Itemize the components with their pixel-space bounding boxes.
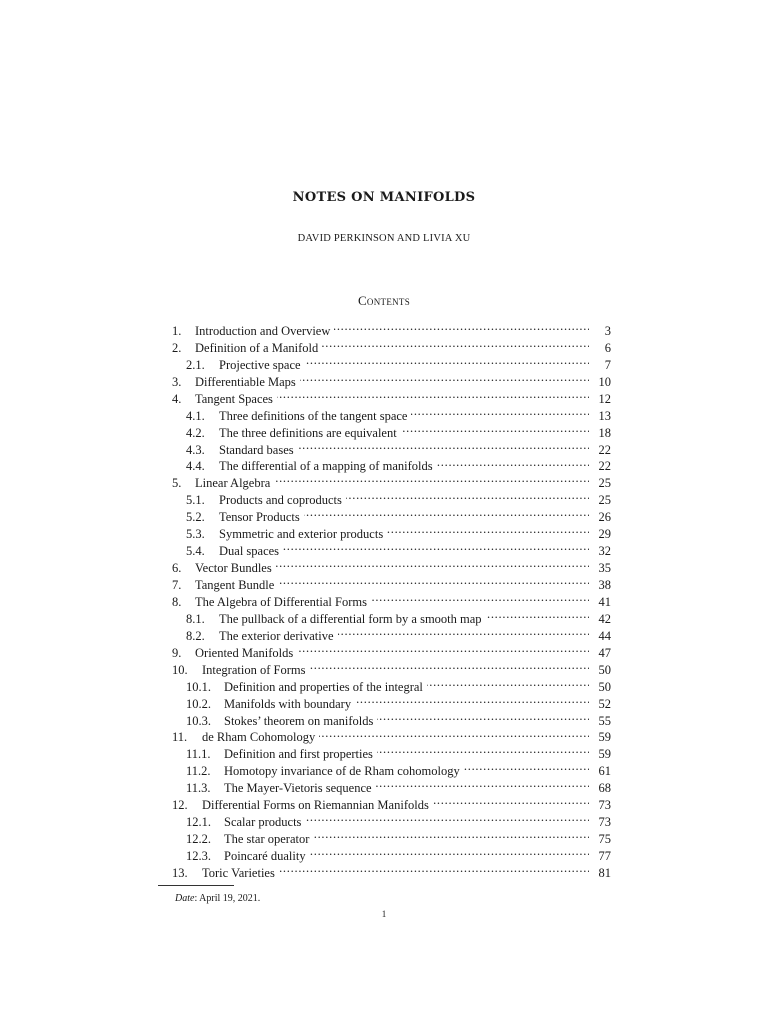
toc-entry-page: 68 (598, 781, 611, 796)
toc-entry-number: 4.4. (186, 459, 205, 474)
toc-dot-leader (346, 487, 589, 504)
toc-entry-number: 5. (172, 476, 182, 491)
toc-entry-page: 52 (598, 696, 611, 711)
toc-dot-leader (274, 470, 589, 487)
toc-entry-title: The star operator (224, 832, 310, 847)
toc-entry-page: 50 (598, 662, 611, 677)
toc-entry-page: 13 (598, 408, 611, 423)
toc-entry-title: Products and coproducts (219, 493, 342, 508)
toc-entry-title: The three definitions are equivalent (219, 425, 397, 440)
toc-entry-number: 5.4. (186, 544, 205, 559)
document-title: NOTES ON MANIFOLDS (292, 190, 476, 205)
toc-entry-title: The pullback of a differential form by a smooth map (219, 611, 482, 626)
toc-entry-title: Tangent Bundle (195, 578, 275, 592)
toc-entry-page: 77 (598, 849, 611, 863)
toc-dot-leader (310, 843, 589, 860)
toc-entry-number: 12.2. (186, 832, 211, 847)
toc-entry-page: 22 (598, 442, 611, 457)
toc-entry[interactable] (172, 318, 611, 338)
toc-dot-leader (304, 504, 589, 521)
toc-entry-page: 73 (598, 815, 611, 830)
toc-entry-title: de Rham Cohomology (202, 730, 316, 745)
toc-dot-leader (464, 758, 589, 775)
toc-dot-leader (279, 860, 589, 877)
toc-entry-number: 5.3. (186, 527, 205, 542)
toc-entry-number: 4.2. (186, 425, 205, 440)
toc-entry-page: 38 (598, 578, 611, 592)
toc-entry-title: Homotopy invariance of de Rham cohomology (224, 764, 460, 779)
toc-entry-number: 12.3. (186, 849, 211, 863)
toc-entry-title: The Mayer-Vietoris sequence (224, 781, 372, 796)
toc-dot-leader (300, 369, 589, 386)
toc-entry-number: 10.3. (186, 713, 211, 728)
toc-entry-number: 12. (172, 798, 188, 813)
toc-dot-leader (276, 555, 589, 572)
toc-entry-page: 59 (598, 730, 611, 745)
toc-entry-title: Vector Bundles (195, 561, 272, 576)
toc-entry-title: The Algebra of Differential Forms (195, 594, 367, 609)
toc-dot-leader (283, 538, 589, 555)
toc-dot-leader (437, 454, 589, 471)
contents-heading: Contents (357, 293, 411, 308)
toc-dot-leader (371, 589, 589, 606)
footnote-date (175, 893, 260, 904)
toc-entry-title: Definition and properties of the integral (224, 679, 423, 694)
toc-entry-page: 44 (598, 628, 611, 643)
toc-dot-leader (401, 420, 589, 437)
toc-entry-number: 4.3. (186, 442, 205, 457)
footnote-label: Date (175, 893, 195, 904)
toc-entry-title: Stokes’ theorem on manifolds (224, 713, 374, 728)
footnote-rule (158, 885, 234, 886)
footnote-text: : April 19, 2021. (194, 893, 261, 904)
toc-entry-title: Differentiable Maps (195, 374, 296, 389)
page-number: 1 (381, 909, 387, 919)
toc-entry-number: 3. (172, 374, 182, 389)
toc-entry-title: Tensor Products (219, 510, 300, 525)
toc-dot-leader (298, 437, 589, 454)
toc-entry-page: 50 (598, 679, 611, 694)
toc-dot-leader (305, 352, 589, 369)
toc-dot-leader (411, 403, 589, 420)
toc-dot-leader (319, 725, 589, 742)
toc-entry-number: 1. (172, 323, 182, 338)
toc-entry-page: 25 (598, 476, 611, 491)
toc-entry-number: 8.1. (186, 611, 205, 626)
toc-entry-page: 3 (604, 323, 611, 338)
toc-entry-title: Tangent Spaces (195, 391, 273, 406)
toc-entry-page: 32 (598, 544, 611, 559)
toc-dot-leader (277, 386, 589, 403)
toc-entry-page: 61 (598, 764, 611, 779)
toc-entry-title: Projective space (219, 357, 301, 372)
toc-entry-page: 18 (598, 425, 611, 440)
toc-entry-page: 73 (598, 798, 611, 813)
toc-entry-page: 55 (598, 713, 611, 728)
toc-entry-page: 22 (598, 459, 611, 474)
toc-dot-leader (334, 318, 589, 335)
toc-entry-title: Dual spaces (219, 544, 280, 559)
toc-entry-title: Definition of a Manifold (195, 340, 319, 355)
toc-entry-number: 4.1. (186, 408, 205, 423)
toc-entry-title: Manifolds with boundary (224, 696, 352, 711)
toc-entry-title: Linear Algebra (195, 476, 271, 491)
toc-entry-title: The differential of a mapping of manifolds (219, 459, 433, 474)
toc-dot-leader (486, 606, 589, 623)
toc-entry-title: Definition and first properties (224, 747, 373, 762)
toc-entry-number: 7. (172, 578, 182, 592)
toc-entry-number: 10.2. (186, 696, 211, 711)
toc-dot-leader (338, 623, 589, 640)
toc-entry-page: 12 (598, 391, 611, 406)
toc-entry-title: Symmetric and exterior products (219, 527, 384, 542)
toc-dot-leader (322, 335, 589, 352)
toc-entry-number: 2.1. (186, 357, 205, 372)
toc-entry-title: Poincaré duality (224, 849, 306, 863)
toc-entry-number: 5.2. (186, 510, 205, 525)
toc-dot-leader (313, 826, 589, 843)
toc-entry-number: 2. (172, 340, 182, 355)
toc-entry-page: 41 (598, 594, 611, 609)
toc-entry-title: Three definitions of the tangent space (219, 408, 408, 423)
toc-dot-leader (377, 708, 589, 725)
toc-entry-page: 42 (598, 611, 611, 626)
toc-entry-number: 12.1. (186, 815, 211, 830)
toc-entry-page: 47 (598, 645, 611, 660)
toc-entry-number: 13. (172, 865, 188, 880)
toc-entry-number: 10.1. (186, 679, 211, 694)
toc-entry-page: 59 (598, 747, 611, 762)
toc-entry-page: 6 (604, 340, 611, 355)
toc-entry-title: Differential Forms on Riemannian Manifolds (202, 798, 429, 813)
toc-entry-title: Toric Varieties (202, 865, 275, 880)
toc-entry-page: 29 (598, 527, 611, 542)
toc-entry-number: 5.1. (186, 493, 205, 508)
toc-dot-leader (376, 775, 589, 792)
toc-dot-leader (305, 809, 589, 826)
toc-entry-title: Standard bases (219, 442, 294, 457)
toc-entry-number: 11. (172, 730, 188, 745)
toc-entry-number: 10. (172, 662, 188, 677)
toc-dot-leader (278, 572, 589, 589)
toc-entry-page: 25 (598, 493, 611, 508)
toc-entry-page: 81 (598, 865, 611, 880)
toc-entry-title: Scalar products (224, 815, 302, 830)
toc-entry-number: 9. (172, 645, 182, 660)
toc-entry-number: 8. (172, 594, 182, 609)
toc-entry-title: Oriented Manifolds (195, 645, 294, 660)
toc-dot-leader (387, 521, 589, 538)
toc-entry-page: 10 (598, 374, 611, 389)
toc-entry-number: 11.3. (186, 781, 211, 796)
toc-entry-title: Introduction and Overview (195, 323, 331, 338)
toc-dot-leader (377, 741, 589, 758)
toc-dot-leader (433, 792, 589, 809)
toc-entry-page: 26 (598, 510, 611, 525)
toc-entry-title: Integration of Forms (202, 662, 306, 677)
toc-dot-leader (355, 691, 589, 708)
toc-entry-page: 35 (598, 561, 611, 576)
toc-entry-number: 6. (172, 561, 182, 576)
toc-entry-page: 75 (598, 832, 611, 847)
toc-entry-page: 7 (604, 357, 611, 372)
toc-dot-leader (427, 674, 589, 691)
table-of-contents (172, 318, 611, 880)
toc-dot-leader (297, 640, 589, 657)
toc-entry-number: 4. (172, 391, 182, 406)
document-authors: DAVID PERKINSON AND LIVIA XU (297, 233, 471, 244)
toc-entry-number: 11.2. (186, 764, 211, 779)
toc-entry-title: The exterior derivative (219, 628, 334, 643)
toc-entry-number: 8.2. (186, 628, 205, 643)
toc-dot-leader (309, 657, 589, 674)
toc-entry-number: 11.1. (186, 747, 211, 762)
